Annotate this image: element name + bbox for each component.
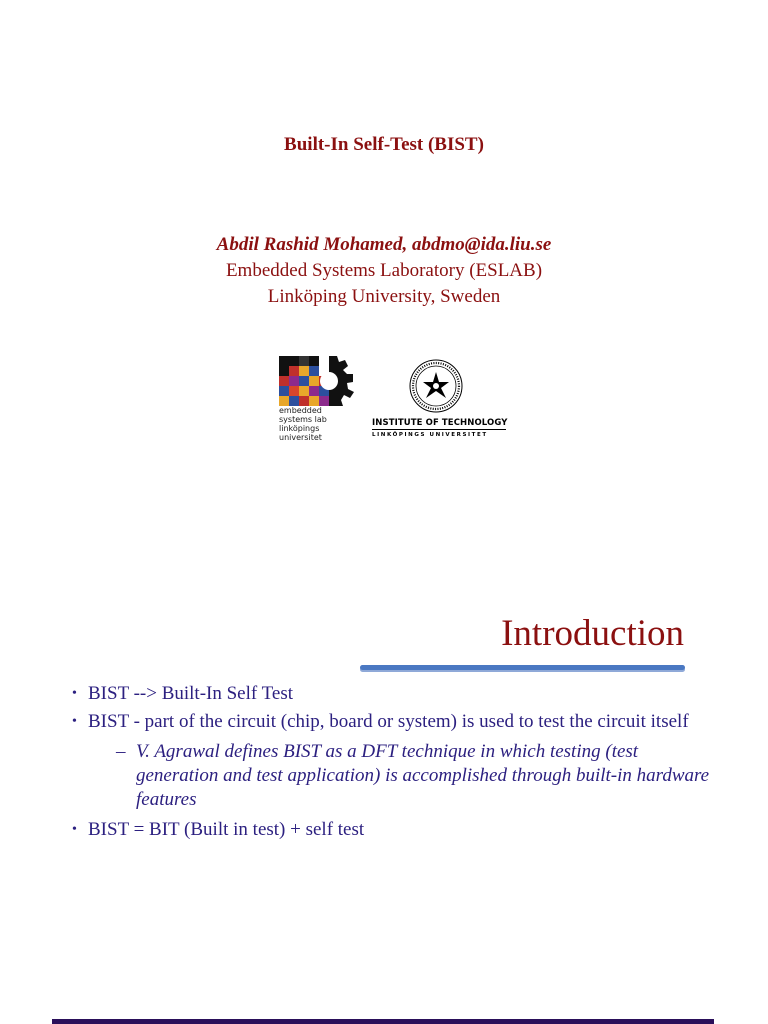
list-item: [72, 818, 718, 842]
bullet-list: [72, 682, 718, 846]
eslab-logo-line2: systems lab: [279, 415, 327, 424]
bullet-dot-icon: •: [72, 714, 77, 729]
bullet-text: BIST - part of the circuit (chip, board or system) is used to test the circuit itself: [88, 711, 689, 732]
author-name: Abdil Rashid Mohamed, abdmo@ida.liu.se: [216, 234, 552, 255]
introduction-heading: Introduction: [501, 613, 684, 654]
slide-title: Built-In Self-Test (BIST): [284, 134, 484, 155]
liu-institute-text: INSTITUTE OF TECHNOLOGY: [372, 418, 508, 428]
bullet-text: BIST --> Built-In Self Test: [88, 683, 294, 704]
university-name: Linköping University, Sweden: [267, 286, 501, 307]
sub-bullet-dash-icon: –: [116, 741, 126, 762]
eslab-logo: [279, 356, 355, 446]
eslab-logo-line3: linköpings: [279, 424, 320, 433]
eslab-logo-text: [279, 406, 327, 442]
liu-seal-icon: [408, 358, 464, 414]
bullet-dot-icon: •: [72, 686, 77, 701]
sub-bullet-text: V. Agrawal defines BIST as a DFT technique in which testing (test generation and test application) is accomplished through built-in hardware features: [136, 741, 710, 810]
author-block: [0, 232, 768, 310]
sub-list-item: [78, 740, 716, 812]
eslab-logo-line4: universitet: [279, 433, 322, 442]
lab-name: Embedded Systems Laboratory (ESLAB): [225, 260, 543, 281]
bullet-text: BIST = BIT (Built in test) + self test: [88, 819, 365, 840]
eslab-gear-icon: [317, 356, 355, 406]
liu-logo-rule: [372, 429, 506, 430]
liu-university-text: LINKÖPINGS UNIVERSITET: [372, 432, 488, 438]
bullet-dot-icon: •: [72, 822, 77, 837]
eslab-logo-line1: embedded: [279, 406, 322, 415]
heading-underline: [360, 665, 685, 670]
list-item: [72, 682, 718, 706]
liu-logo: [372, 356, 506, 440]
bottom-rule: [52, 1019, 714, 1024]
list-item: [72, 710, 718, 734]
